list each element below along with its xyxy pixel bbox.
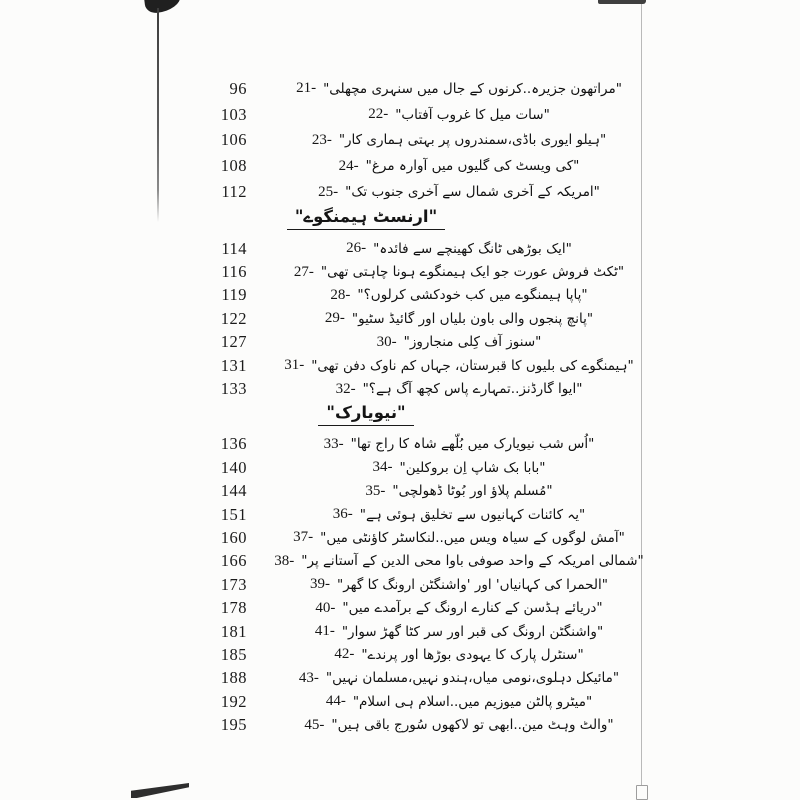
toc-page-number: 131	[220, 355, 247, 375]
toc-entry-number: 39-	[310, 576, 330, 593]
toc-entry-main	[247, 132, 643, 149]
toc-entry-number: 33-	[323, 435, 344, 452]
toc-entry-row	[165, 573, 643, 596]
toc-entry-title: "سات میل کا غروب آفتاب"	[395, 106, 550, 123]
toc-page-number: 166	[220, 551, 247, 571]
toc-page-number: 103	[220, 104, 247, 124]
toc-page-number: 133	[220, 379, 247, 399]
toc-entry-row	[165, 307, 643, 330]
toc-entry-number: 36-	[332, 506, 353, 523]
toc-entry-row	[165, 713, 643, 736]
toc-entry-row	[165, 284, 643, 307]
toc-entry-row	[165, 456, 643, 479]
toc-entry-number: 44-	[325, 693, 346, 710]
toc-entry-number: 42-	[334, 646, 355, 663]
toc-entry-title: "مُسلم پلاؤ اور بُوٹا ڈھولچی"	[392, 483, 553, 500]
toc-entry-row	[165, 503, 643, 526]
toc-entry-number: 45-	[304, 716, 325, 733]
toc-entry-title: "پانچ پنجوں والی باون بلیاں اور گائیڈ سٹیو"	[351, 310, 594, 327]
toc-entry-number: 34-	[372, 459, 393, 476]
toc-entry-main	[247, 483, 643, 500]
toc-entry-main	[247, 158, 643, 175]
toc-entry-row	[165, 643, 643, 666]
toc-entry-title: "سنوز آف کِلی منجاروز"	[403, 334, 542, 351]
toc-entry-title: "ہیلو ایوری باڈی،سمندروں پر بہتی ہماری کار"	[338, 132, 607, 149]
table-of-contents	[165, 76, 643, 737]
toc-entry-number: 24-	[338, 157, 359, 174]
toc-entry-title: "کی ویسٹ کی گلیوں میں آوارہ مرغ"	[365, 158, 580, 175]
toc-entry-row	[165, 260, 643, 283]
toc-entry-title: "یہ کائنات کہانیوں سے تخلیق ہوئی ہے"	[359, 506, 586, 523]
toc-page-number: 181	[220, 621, 247, 641]
page-curl-artifact	[131, 783, 189, 798]
toc-page-number: 106	[220, 130, 247, 150]
toc-entry-number: 31-	[284, 357, 305, 374]
toc-entry-number: 26-	[346, 240, 367, 257]
toc-entry-main	[247, 184, 643, 201]
toc-entry-row	[165, 596, 643, 619]
toc-entry-main	[247, 240, 643, 257]
toc-entry-number: 35-	[365, 482, 386, 499]
toc-page-number: 192	[220, 691, 247, 711]
toc-entry-title: "الحمرا کی کہانیاں' اور 'واشنگٹن ارونگ کا گھر"	[337, 576, 608, 593]
toc-page-number: 144	[220, 481, 247, 501]
toc-entry-row	[165, 102, 643, 128]
toc-entry-number: 40-	[315, 599, 336, 616]
toc-entry-title: "آمش لوگوں کے سیاہ ویس میں..لنکاسٹر کاؤنٹی میں"	[320, 529, 625, 546]
scan-streak-artifact	[598, 0, 646, 4]
toc-entry-main	[247, 264, 643, 281]
toc-entry-number: 32-	[335, 380, 356, 397]
toc-entry-number: 23-	[311, 131, 332, 148]
toc-entry-main	[247, 310, 643, 327]
scan-mark-artifact	[636, 785, 648, 800]
toc-entry-number: 41-	[314, 623, 335, 640]
toc-page-number: 160	[220, 527, 247, 547]
toc-entry-row	[165, 128, 643, 154]
toc-page-number: 119	[221, 285, 247, 305]
toc-entry-main	[247, 646, 643, 663]
toc-entry-row	[165, 76, 643, 102]
toc-page-number: 108	[220, 156, 247, 176]
toc-page-number: 173	[220, 574, 247, 594]
toc-entry-main	[247, 693, 643, 710]
toc-entry-main	[247, 459, 643, 476]
toc-entry-row	[165, 331, 643, 354]
toc-entry-number: 37-	[293, 529, 314, 546]
toc-entry-title: "مائیکل دہلوی،نومی میاں،ہندو نہیں،مسلمان نہیں"	[325, 670, 620, 687]
toc-entry-title: "پاپا ہیمنگوے میں کب خودکشی کرلوں؟"	[357, 287, 588, 304]
toc-entry-row	[165, 354, 643, 377]
toc-entry-main	[247, 80, 643, 97]
toc-entry-number: 25-	[318, 183, 339, 200]
toc-entry-row	[165, 526, 643, 549]
toc-entry-main	[247, 106, 643, 123]
toc-page-number: 114	[221, 238, 247, 258]
ink-smudge-artifact	[144, 0, 182, 14]
toc-entry-title: "اُس شب نیویارک میں بُلّھے شاہ کا راج تھا"	[350, 436, 595, 453]
toc-section-header: "ارنسٹ ہیمنگوے"	[287, 207, 445, 230]
toc-entry-row	[165, 480, 643, 503]
toc-entry-number: 21-	[296, 80, 317, 97]
toc-entry-main	[247, 334, 643, 351]
toc-entry-main	[247, 576, 643, 593]
toc-page-number: 185	[220, 644, 247, 664]
toc-page-number: 188	[220, 668, 247, 688]
toc-page-number: 116	[221, 262, 247, 282]
toc-entry-row	[165, 377, 643, 400]
toc-page-number: 151	[220, 504, 247, 524]
toc-entry-number: 30-	[376, 333, 397, 350]
toc-entry-main	[247, 506, 643, 523]
toc-entry-row	[165, 667, 643, 690]
toc-entry-main	[247, 357, 643, 374]
toc-entry-row	[165, 237, 643, 260]
toc-entry-row	[165, 179, 643, 205]
toc-section-header-row	[165, 401, 643, 433]
toc-section-header: "نیویارک"	[318, 403, 413, 426]
toc-entry-title: "شمالی امریکہ کے واحد صوفی باوا محی الدین کے آستانے پر"	[301, 553, 644, 570]
toc-entry-row	[165, 153, 643, 179]
toc-entry-row	[165, 690, 643, 713]
toc-entry-row	[165, 620, 643, 643]
toc-page-number: 178	[220, 598, 247, 618]
toc-page-number: 122	[220, 308, 247, 328]
toc-entry-main	[247, 717, 643, 734]
toc-entry-row	[165, 550, 643, 573]
toc-entry-main	[247, 623, 643, 640]
toc-entry-title: "ایک بوڑھی ٹانگ کھینچے سے فائدہ"	[373, 240, 572, 257]
toc-entry-main	[247, 287, 643, 304]
toc-entry-number: 27-	[293, 263, 314, 280]
page-gutter-line	[157, 8, 159, 222]
toc-entry-title: "بابا بک شاپ اِن بروکلین"	[399, 459, 546, 476]
toc-entry-row	[165, 433, 643, 456]
toc-entry-title: "ٹکٹ فروش عورت جو ایک ہیمنگوے ہونا چاہتی تھی"	[320, 264, 625, 281]
toc-entry-title: "دریائے ہڈسن کے کنارے ارونگ کے برآمدے میں"	[342, 600, 603, 617]
toc-entry-title: "ایوا گارڈنز..تمہارے پاس کچھ آگ ہے؟"	[362, 381, 583, 398]
toc-section-header-row	[165, 205, 643, 237]
toc-entry-number: 43-	[298, 669, 319, 686]
toc-entry-title: "میٹرو پالٹن میوزیم میں..اسلام ہی اسلام"	[352, 693, 593, 710]
toc-entry-main	[247, 529, 643, 546]
toc-entry-number: 29-	[324, 310, 345, 327]
toc-entry-number: 28-	[330, 286, 351, 303]
toc-entry-title: "ہیمنگوے کی بلیوں کا قبرستان، جہاں کم ناوک دفن تھی"	[311, 357, 634, 374]
toc-page-number: 112	[221, 182, 247, 202]
toc-entry-main	[247, 436, 643, 453]
toc-entry-title: "والٹ وہٹ مین..ابھی تو لاکھوں سُورج باقی ہیں"	[331, 717, 614, 734]
toc-entry-main	[247, 553, 643, 570]
toc-page-number: 195	[220, 715, 247, 735]
toc-entry-number: 22-	[368, 106, 389, 123]
toc-page-number: 96	[229, 78, 247, 98]
toc-page-number: 127	[220, 332, 247, 352]
toc-entry-number: 38-	[274, 552, 295, 569]
toc-entry-title: "مراتھون جزیرہ..کرنوں کے جال میں سنہری مچھلی"	[323, 80, 622, 97]
toc-entry-title: "امریکہ کے آخری شمال سے آخری جنوب تک"	[345, 184, 600, 201]
toc-entry-main	[247, 600, 643, 617]
toc-entry-main	[247, 381, 643, 398]
toc-entry-title: "سنٹرل پارک کا یہودی بوڑھا اور پرندے"	[361, 646, 584, 663]
toc-page-number: 140	[220, 457, 247, 477]
toc-page-number: 136	[220, 434, 247, 454]
toc-entry-main	[247, 670, 643, 687]
toc-entry-title: "واشنگٹن ارونگ کی قبر اور سر کٹا گھڑ سوار"	[341, 623, 604, 640]
